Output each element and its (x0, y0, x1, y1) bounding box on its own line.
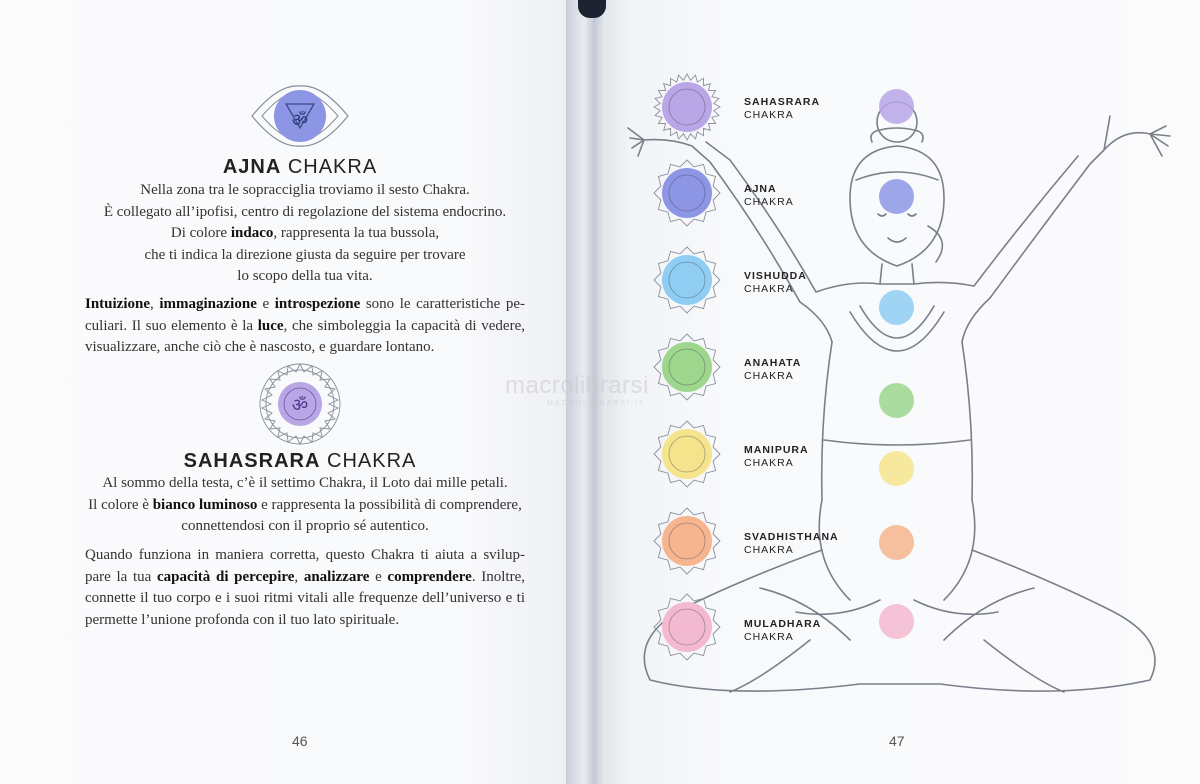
chakra-dot-svadhisthana (879, 525, 914, 560)
sahasrara-intro: Al sommo della testa, c’è il settimo Chakra, il Loto dai mille petali. Il colore è bianco luminoso e rappresenta la possibilità di comprendere, connettendosi con il proprio sé autentico. (88, 475, 522, 534)
chakra-label-ajna (744, 183, 794, 208)
page-number-left: 46 (292, 733, 308, 749)
chakra-dot-vishudda (879, 290, 914, 325)
chakra-name: VISHUDDA (744, 270, 807, 282)
chakra-dot-muladhara (879, 604, 914, 639)
sahasrara-heading: SAHASRARA CHAKRA (183, 450, 417, 472)
watermark-tagline: MACROLIBRARSI.IT (547, 400, 646, 407)
chakra-name: MANIPURA (744, 444, 809, 456)
chakra-subtitle: CHAKRA (744, 543, 794, 556)
chakra-dot-anahata (879, 383, 914, 418)
ajna-symbol-icon (248, 82, 352, 150)
svg-text:ॐ: ॐ (291, 110, 309, 131)
chakra-subtitle: CHAKRA (744, 108, 794, 121)
chakra-label-vishudda (744, 270, 807, 295)
chakra-symbol-ajna-icon (652, 158, 722, 228)
page-number-right: 47 (889, 733, 905, 749)
ajna-intro: Nella zona tra le sopracciglia troviamo il sesto Chakra. È collegato all’ipofisi, centro di regolazione del sistema endocrino. Di colore indaco, rappresenta la tua bussola, che ti indica la direzione giusta da seguire per trovare lo scopo della tua vita. (103, 182, 507, 284)
chakra-subtitle: CHAKRA (744, 195, 794, 208)
sahasrara-paragraph: Quando funziona in maniera corretta, questo Chakra ti aiuta a svilup-pare la tua capacità di percepire, analizzare e comprendere. Inoltre, connette il tuo corpo e i suoi ritmi vitali alle frequenze dell’universo e ti permette l’unione profonda con il tuo lato spirituale. (85, 547, 525, 628)
ajna-paragraph: Intuizione, immaginazione e introspezione sono le caratteristiche pe-culiari. Il suo elemento è la luce, che simboleggia la capacità di vedere, visualizzare, anche ciò che è nascosto, e guardare lontano. (85, 296, 525, 355)
chakra-name: ANAHATA (744, 357, 802, 369)
chakra-label-muladhara (744, 618, 821, 643)
ajna-heading: AJNA CHAKRA (222, 156, 378, 178)
chakra-symbol-sahasrara-icon (652, 72, 722, 142)
chakra-name: AJNA (744, 183, 777, 195)
chakra-subtitle: CHAKRA (744, 630, 794, 643)
chakra-subtitle: CHAKRA (744, 369, 794, 382)
chakra-symbol-anahata-icon (652, 332, 722, 402)
chakra-subtitle: CHAKRA (744, 282, 794, 295)
svg-text:ॐ: ॐ (291, 395, 309, 416)
chakra-name: SVADHISTHANA (744, 531, 839, 543)
chakra-symbol-muladhara-icon (652, 592, 722, 662)
chakra-label-manipura (744, 444, 809, 469)
sahasrara-symbol-icon (258, 362, 342, 446)
chakra-label-svadhisthana (744, 531, 839, 556)
chakra-dot-ajna (879, 179, 914, 214)
chakra-name: SAHASRARA (744, 96, 821, 108)
chakra-symbol-vishudda-icon (652, 245, 722, 315)
chakra-label-sahasrara (744, 96, 820, 121)
watermark-brand: macrolibrarsi (505, 372, 649, 399)
chakra-subtitle: CHAKRA (744, 456, 794, 469)
chakra-label-anahata (744, 357, 801, 382)
chakra-symbol-manipura-icon (652, 419, 722, 489)
chakra-dot-manipura (879, 451, 914, 486)
chakra-symbol-svadhisthana-icon (652, 506, 722, 576)
chakra-dot-sahasrara (879, 89, 914, 124)
chakra-name: MULADHARA (744, 618, 822, 630)
